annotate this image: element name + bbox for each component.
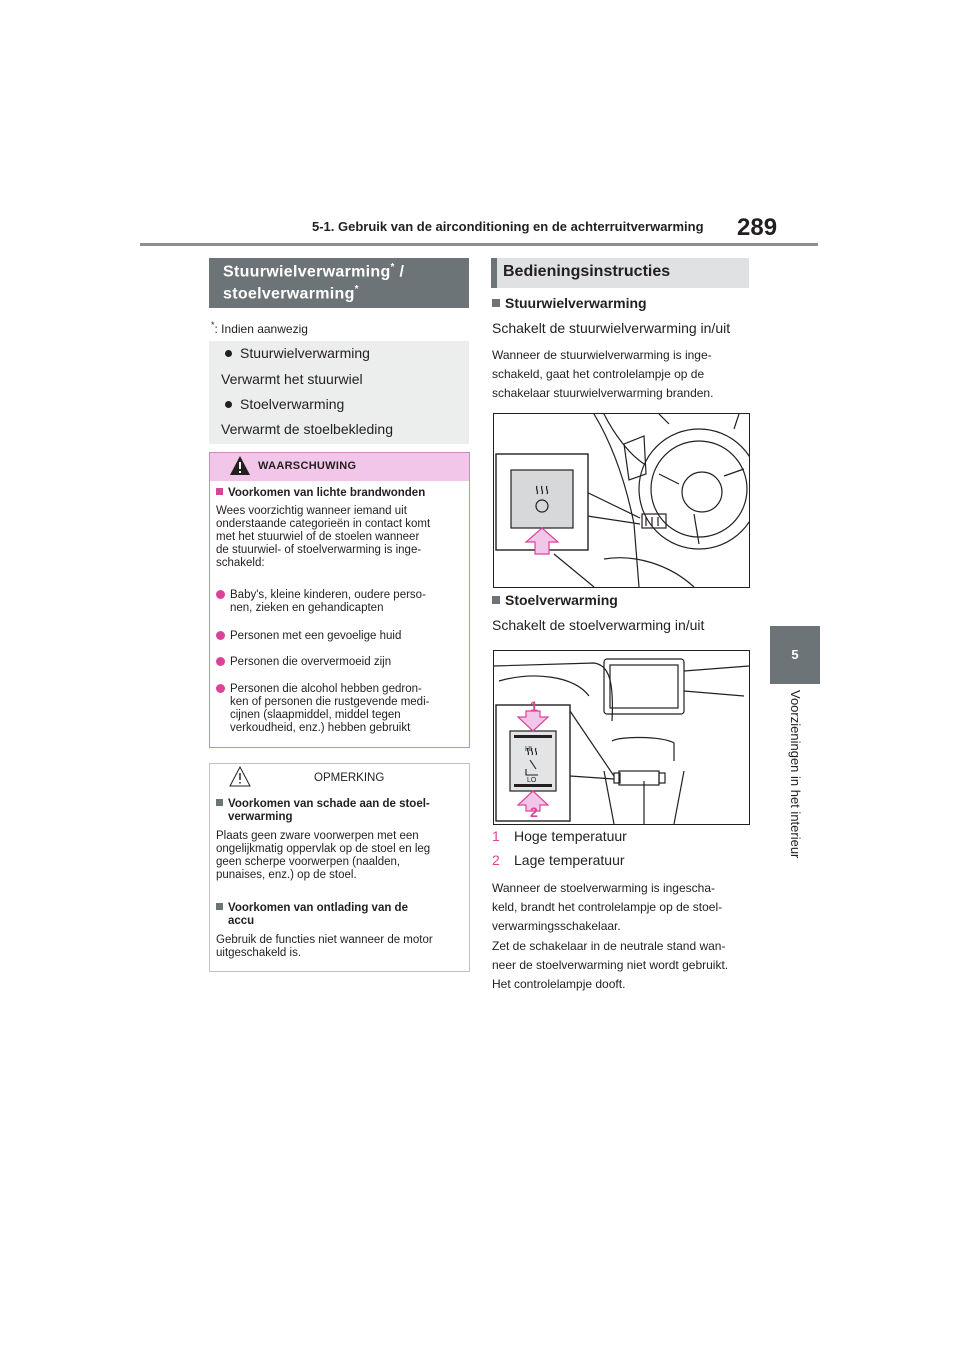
warning-header — [210, 453, 469, 481]
heading-accent-bar — [491, 258, 497, 288]
warning-item: Baby's, kleine kinderen, oudere perso- nen, zieken en gehandicapten — [216, 589, 426, 615]
header-section-title: 5-1. Gebruik van de airconditioning en de achterruitverwarming — [312, 219, 704, 234]
summary-item: Stoelverwarming — [221, 396, 344, 412]
chapter-tab: 5 — [770, 626, 820, 684]
chapter-title-vertical — [787, 690, 807, 870]
callout-1: 1 — [530, 698, 538, 714]
notice-box — [209, 763, 470, 972]
square-bullet-icon — [492, 299, 500, 307]
heading-line2: stoelverwarming — [223, 285, 355, 303]
bullet-icon — [225, 401, 232, 408]
heading-slash: / — [394, 263, 405, 281]
notice-text-2: Gebruik de functies niet wanneer de motor uitgeschakeld is. — [216, 934, 433, 959]
seat-lead: Schakelt de stoelverwarming in/uit — [492, 617, 705, 633]
summary-desc: Verwarmt de stoelbekleding — [221, 421, 393, 437]
legend-item: 2 Lage temperatuur — [492, 852, 625, 868]
header-rule — [140, 243, 818, 246]
warning-intro: Wees voorzichtig wanneer iemand uit onderstaande categorieën in contact komt met het stuurwiel of de stoelen wanneer de stuurwiel- of stoelverwarming is inge- schakeld: — [216, 505, 431, 569]
notice-text-1: Plaats geen zware voorwerpen met een ongelijkmatig oppervlak op de stoel en leg geen scherpe voorwerpen (naalden, punaises, enz.) op de stoel. — [216, 830, 431, 881]
warning-item: Personen met een gevoelige huid — [216, 630, 401, 643]
steering-dashboard-illustration — [494, 414, 749, 587]
heading-footnote-mark-1: * — [390, 262, 395, 273]
figure-seat-heater — [493, 650, 750, 825]
subsection-steering-title: Stuurwielverwarming — [492, 295, 647, 311]
legend-item: 1 Hoge temperatuur — [492, 828, 627, 844]
switch-hi-label: HI — [525, 746, 532, 753]
bullet-icon — [225, 350, 232, 357]
dot-bullet-icon — [216, 684, 225, 693]
dot-bullet-icon — [216, 657, 225, 666]
section-heading-left — [209, 258, 469, 308]
steering-desc: Wanneer de stuurwielverwarming is inge- schakeld, gaat het controlelampje op de schakelaar stuurwielverwarming branden. — [492, 348, 714, 400]
warning-subhead: Voorkomen van lichte brandwonden — [216, 487, 425, 500]
callout-2: 2 — [530, 804, 538, 820]
seat-desc-2: Zet de schakelaar in de neutrale stand wan- neer de stoelverwarming niet wordt gebruikt. Het controlelampje dooft. — [492, 939, 729, 991]
footnote-mark: * — [211, 320, 215, 330]
summary-box — [209, 341, 469, 444]
heading-text: Bedieningsinstructies — [503, 263, 671, 280]
dot-bullet-icon — [216, 590, 225, 599]
warning-item: Personen die alcohol hebben gedron- ken of personen die rustgevende medi- cijnen (slaapmiddel, middel tegen verkoudheid, enz.) hebben gebruikt — [216, 683, 429, 735]
footnote-text: : Indien aanwezig — [214, 322, 308, 336]
seat-dashboard-illustration — [494, 651, 749, 824]
summary-desc: Verwarmt het stuurwiel — [221, 371, 363, 387]
subsection-seat-title: Stoelverwarming — [492, 592, 618, 608]
dot-bullet-icon — [216, 631, 225, 640]
notice-label: OPMERKING — [314, 772, 385, 784]
square-bullet-icon — [216, 488, 223, 495]
figure-steering-heater — [493, 413, 750, 588]
notice-subhead-1: Voorkomen van schade aan de stoel- verwarming — [216, 798, 430, 824]
page-number: 289 — [737, 214, 778, 241]
footnote — [211, 320, 308, 336]
seat-desc-1: Wanneer de stoelverwarming is ingescha- keld, brandt het controlelampje op de stoel- verwarmingsschakelaar. — [492, 881, 723, 933]
switch-lo-label: LO — [527, 777, 537, 784]
heading-line1: Stuurwielverwarming — [223, 263, 391, 281]
notice-triangle-icon — [229, 766, 251, 788]
section-heading-right — [491, 258, 749, 288]
square-bullet-icon — [492, 596, 500, 604]
heading-footnote-mark-2: * — [354, 284, 359, 295]
square-bullet-icon — [216, 799, 223, 806]
square-bullet-icon — [216, 903, 223, 910]
warning-triangle-icon — [229, 455, 251, 477]
summary-item: Stuurwielverwarming — [221, 345, 370, 361]
warning-box — [209, 452, 470, 748]
steering-lead: Schakelt de stuurwielverwarming in/uit — [492, 320, 731, 336]
warning-label: WAARSCHUWING — [258, 460, 357, 472]
chapter-title: Voorzieningen in het interieur — [788, 690, 803, 859]
notice-subhead-2: Voorkomen van ontlading van de accu — [216, 902, 408, 928]
warning-item: Personen die oververmoeid zijn — [216, 656, 391, 669]
